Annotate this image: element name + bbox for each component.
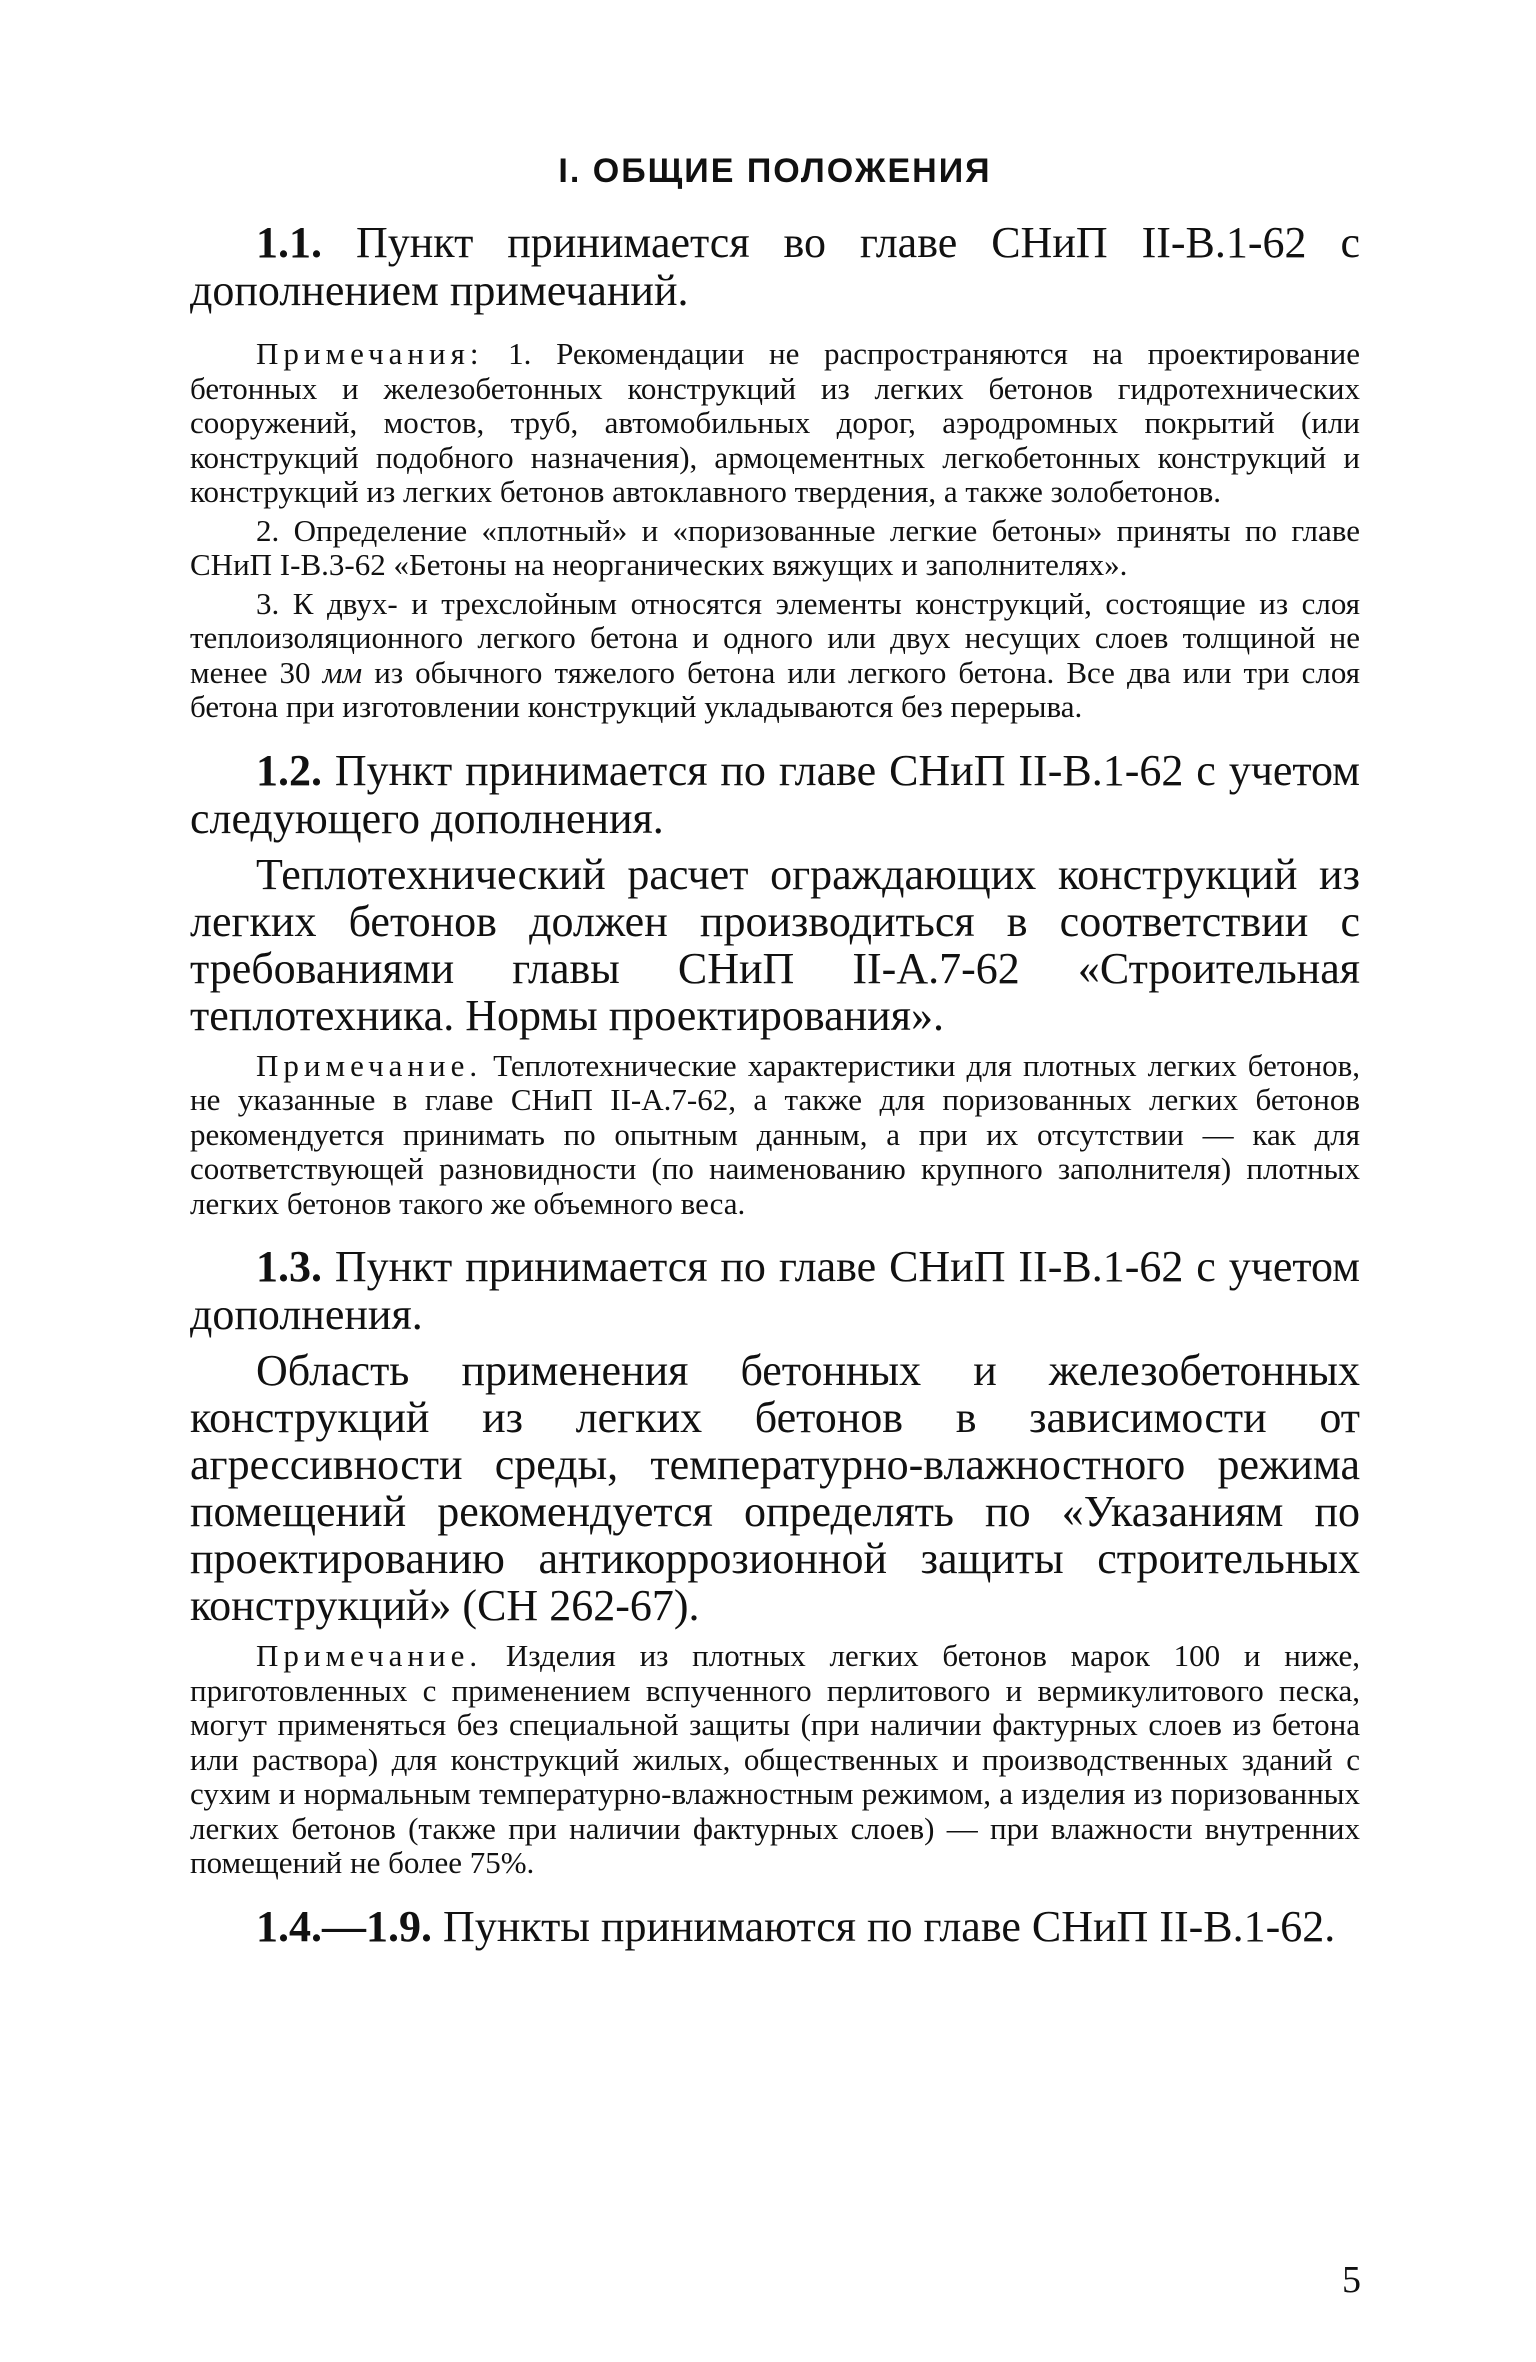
notes-1-item-1 — [190, 337, 1360, 510]
clause-1-3 — [190, 1243, 1360, 1339]
clause-1-3-number: 1.3. — [256, 1242, 322, 1291]
clause-1-2 — [190, 747, 1360, 843]
clause-1-3-note-text: Изделия из плотных легких бетонов марок 100 и ниже, приготовленных с применением вспученного перлитового и вермикулитового песка, могут применяться без специальной защиты (при наличии фактурных слоев из бетона или раствора) для конструкций жилых, общественных и производственных зданий с сухим и нормальным температурно-влажностным режимом, а изделия из поризованных легких бетонов (также при наличии фактурных слоев) — при влажности внутренних помещений не более 75%. — [190, 1638, 1360, 1880]
notes-1-label: Примечания: — [256, 336, 484, 371]
notes-1-item-1-text: Рекомендации не распространяются на проектирование бетонных и железобетонных конструкций из легких бетонов гидротехнических сооружений, мостов, труб, автомобильных дорог, аэродромных покрытий (или конструкций подобного назначения), армоцементных легкобетонных конструкций и конструкций из легких бетонов автоклавного твердения, а также золобетонов. — [190, 336, 1361, 509]
notes-1-item-3-text-a: 3. К двух- и трехслойным относятся элементы конструкций, состоящие из слоя теплоизоляционного легкого бетона и одного или двух несущих слоев толщиной не менее 30 — [190, 585, 1360, 690]
clause-1-4-1-9 — [190, 1903, 1360, 1951]
clause-1-3-body: Область применения бетонных и железобетонных конструкций из легких бетонов в зависимости от агрессивности среды, температурно-влажностного режима помещений рекомендуется определять по «Указаниям по проектированию антикоррозионной защиты строительных конструкций» (СН 262-67). — [190, 1346, 1360, 1630]
clause-1-4-1-9-number: 1.4.—1.9. — [256, 1901, 432, 1951]
clause-1-2-note-text: Теплотехнические характеристики для плотных легких бетонов, не указанные в главе СНиП II-А.7-62, а также для поризованных легких бетонов рекомендуется принимать по опытным данным, а при их отсутствии — как для соответствующей разновидности (по наименованию крупного заполнителя) плотных легких бетонов такого же объемного веса. — [190, 1047, 1360, 1221]
clause-1-2-text: Пункт принимается по главе СНиП II-В.1-62 с учетом следующего дополнения. — [190, 745, 1361, 843]
clause-1-1-text: Пункт принимается во главе СНиП II-В.1-62 с дополнением примечаний. — [190, 218, 1361, 315]
page-number: 5 — [1342, 2259, 1361, 2301]
document-page — [190, 140, 1360, 2340]
clause-1-4-1-9-text: Пункты принимаются по главе СНиП II-В.1-62. — [443, 1901, 1336, 1951]
clause-1-3-note-label: Примечание. — [256, 1638, 483, 1673]
section-heading: I. ОБЩИЕ ПОЛОЖЕНИЯ — [558, 152, 992, 190]
clause-1-3-note — [190, 1639, 1360, 1881]
clause-1-1 — [190, 219, 1360, 315]
clause-1-2-note-label: Примечание. — [256, 1047, 483, 1083]
notes-1-item-3-unit: мм — [322, 654, 363, 690]
clause-1-1-number: 1.1. — [256, 218, 322, 267]
notes-1-item-3-text-b: из обычного тяжелого бетона или легкого бетона. Все два или три слоя бетона при изготовлении конструкций укладываются без перерыва. — [190, 654, 1360, 724]
clause-1-2-number: 1.2. — [256, 745, 322, 795]
notes-1-item-3 — [190, 587, 1360, 725]
notes-1-item-1-number: 1. — [508, 336, 532, 371]
clause-1-3-text: Пункт принимается по главе СНиП II-В.1-62 с учетом дополнения. — [190, 1242, 1361, 1339]
clause-1-2-body: Теплотехнический расчет ограждающих конструкций из легких бетонов должен производиться в соответствии с требованиями главы СНиП II-А.7-62 «Строительная теплотехника. Нормы проектирования». — [190, 849, 1360, 1040]
notes-1-item-2: 2. Определение «плотный» и «поризованные легкие бетоны» приняты по главе СНиП I-В.3-62 «Бетоны на неорганических вяжущих и заполнителях». — [190, 512, 1360, 582]
clause-1-2-note — [190, 1049, 1360, 1222]
